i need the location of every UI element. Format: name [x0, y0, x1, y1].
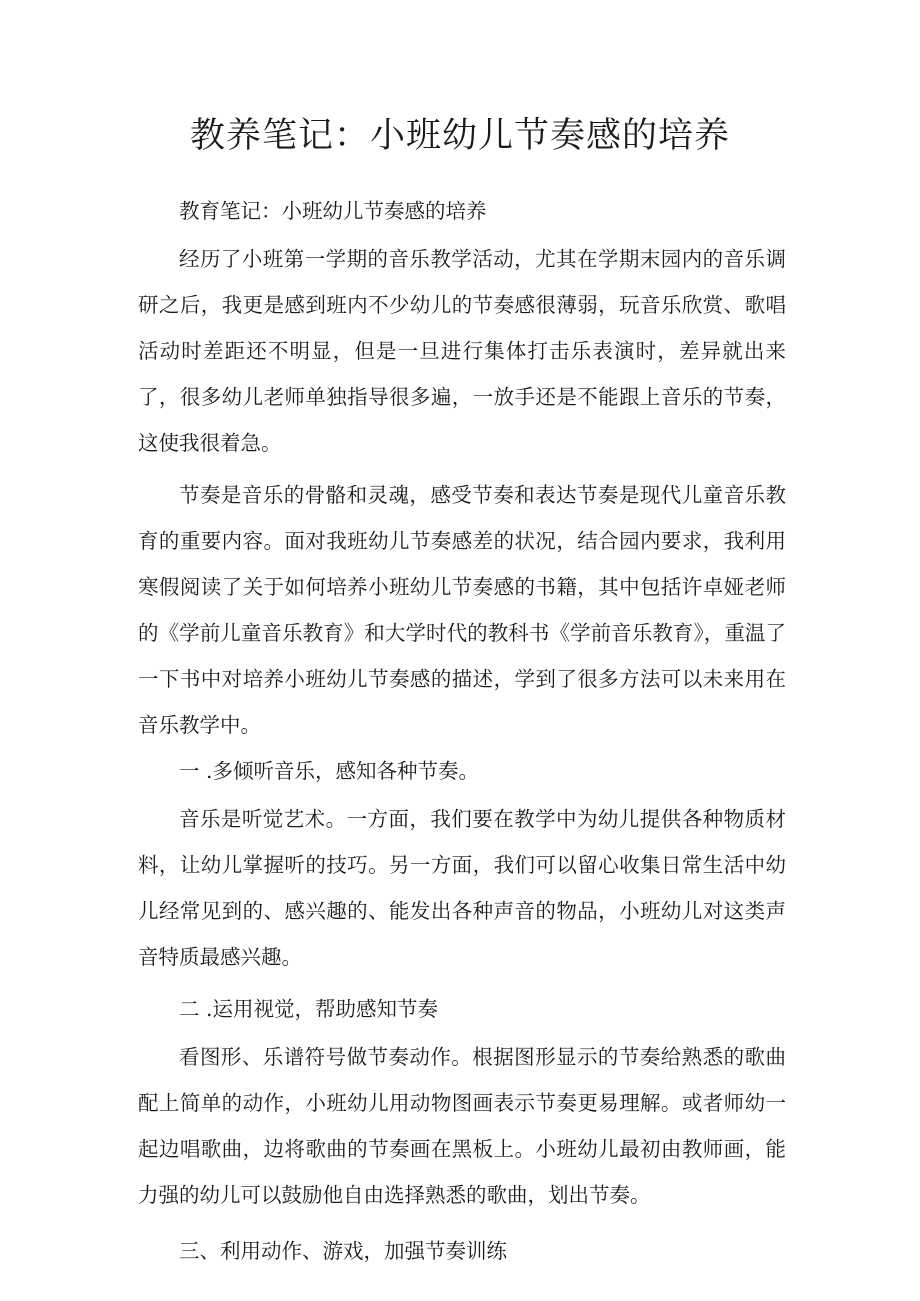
subtitle-paragraph: 教育笔记：小班幼儿节奏感的培养	[179, 199, 487, 223]
document-title: 教养笔记：小班幼儿节奏感的培养	[189, 116, 730, 156]
section-heading-1: 一 .多倾听音乐，感知各种节奏。	[179, 759, 480, 783]
section-heading-3: 三、利用动作、游戏，加强节奏训练	[179, 1239, 507, 1263]
paragraph-listening: 音乐是听觉艺术。一方面，我们要在教学中为幼儿提供各种物质材料，让幼儿掌握听的技巧。另一方面，我们可以留心收集日常生活中幼儿经常见到的、感兴趣的、能发出各种声音的物品，小班幼儿对这类声音特质最感兴趣。	[138, 807, 786, 969]
document-body	[138, 188, 786, 1274]
paragraph-rhythm-importance: 节奏是音乐的骨骼和灵魂，感受节奏和表达节奏是现代儿童音乐教育的重要内容。面对我班幼儿节奏感差的状况，结合园内要求，我利用寒假阅读了关于如何培养小班幼儿节奏感的书籍，其中包括许卓娅老师的《学前儿童音乐教育》和大学时代的教科书《学前音乐教育》，重温了一下书中对培养小班幼儿节奏感的描述，学到了很多方法可以未来用在音乐教学中。	[138, 483, 786, 737]
paragraph-visual: 看图形、乐谱符号做节奏动作。根据图形显示的节奏给熟悉的歌曲配上简单的动作，小班幼儿用动物图画表示节奏更易理解。或者师幼一起边唱歌曲，边将歌曲的节奏画在黑板上。小班幼儿最初由教师画，能力强的幼儿可以鼓励他自由选择熟悉的歌曲，划出节奏。	[138, 1045, 786, 1207]
section-heading-2: 二 .运用视觉，帮助感知节奏	[179, 997, 439, 1021]
paragraph-intro: 经历了小班第一学期的音乐教学活动，尤其在学期末园内的音乐调研之后，我更是感到班内不少幼儿的节奏感很薄弱，玩音乐欣赏、歌唱活动时差距还不明显，但是一旦进行集体打击乐表演时，差异就出来了，很多幼儿老师单独指导很多遍，一放手还是不能跟上音乐的节奏，这使我很着急。	[138, 247, 786, 455]
